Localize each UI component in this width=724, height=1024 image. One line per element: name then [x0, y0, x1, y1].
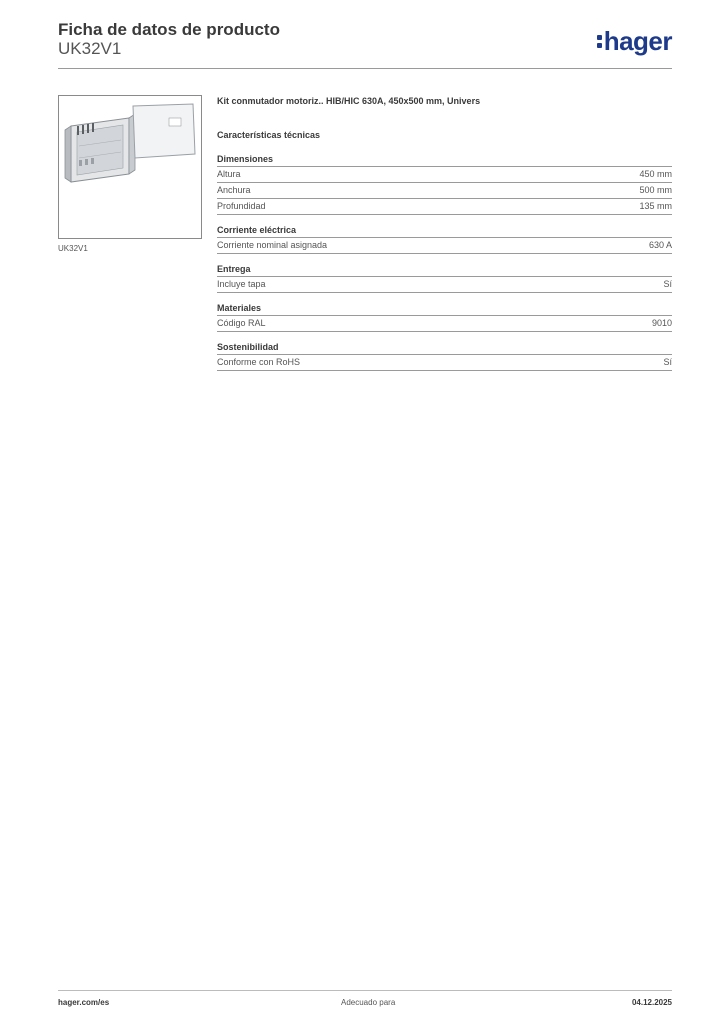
spec-label: Código RAL — [217, 318, 266, 328]
product-description: Kit conmutador motoriz.. HIB/HIC 630A, 450x500 mm, Univers — [217, 96, 481, 106]
group-corriente — [217, 225, 672, 254]
footer-date: 04.12.2025 — [631, 998, 672, 1007]
hager-logo — [597, 26, 672, 57]
spec-value: 9010 — [651, 318, 672, 328]
footer-website-link[interactable]: hager.com/es — [58, 998, 110, 1007]
product-content — [217, 96, 672, 371]
spec-value: 450 mm — [639, 169, 672, 179]
group-title: Entrega — [217, 264, 672, 277]
image-caption: UK32V1 — [58, 244, 88, 253]
footer-note: Adecuado para — [341, 998, 396, 1007]
section-title: Características técnicas — [217, 130, 321, 140]
group-entrega — [217, 264, 672, 293]
group-title: Corriente eléctrica — [217, 225, 672, 238]
spec-label: Altura — [217, 169, 241, 179]
spec-label: Incluye tapa — [217, 279, 266, 289]
spec-row — [217, 238, 672, 254]
group-sostenibilidad — [217, 342, 672, 371]
product-image — [58, 95, 202, 239]
spec-row — [217, 355, 672, 371]
footer-divider — [58, 990, 672, 991]
spec-value: 135 mm — [639, 201, 672, 211]
spec-value: Sí — [663, 279, 672, 289]
spec-label: Profundidad — [217, 201, 266, 211]
spec-row — [217, 316, 672, 332]
logo-dots-icon — [597, 35, 602, 48]
spec-value: 500 mm — [639, 185, 672, 195]
spec-value: 630 A — [648, 240, 672, 250]
group-materiales — [217, 303, 672, 332]
group-title: Dimensiones — [217, 154, 672, 167]
spec-row — [217, 183, 672, 199]
group-title: Materiales — [217, 303, 672, 316]
header-divider — [58, 68, 672, 69]
spec-label: Anchura — [217, 185, 251, 195]
spec-row — [217, 277, 672, 293]
product-illustration — [59, 96, 201, 238]
spec-row — [217, 167, 672, 183]
group-dimensiones — [217, 154, 672, 215]
spec-label: Conforme con RoHS — [217, 357, 301, 367]
group-title: Sostenibilidad — [217, 342, 672, 355]
spec-value: Sí — [663, 357, 672, 367]
page-header — [58, 20, 672, 70]
logo-text: hager — [603, 26, 672, 56]
page-title: Ficha de datos de producto — [58, 20, 280, 39]
spec-label: Corriente nominal asignada — [217, 240, 328, 250]
spec-row — [217, 199, 672, 215]
product-code: UK32V1 — [58, 39, 122, 58]
